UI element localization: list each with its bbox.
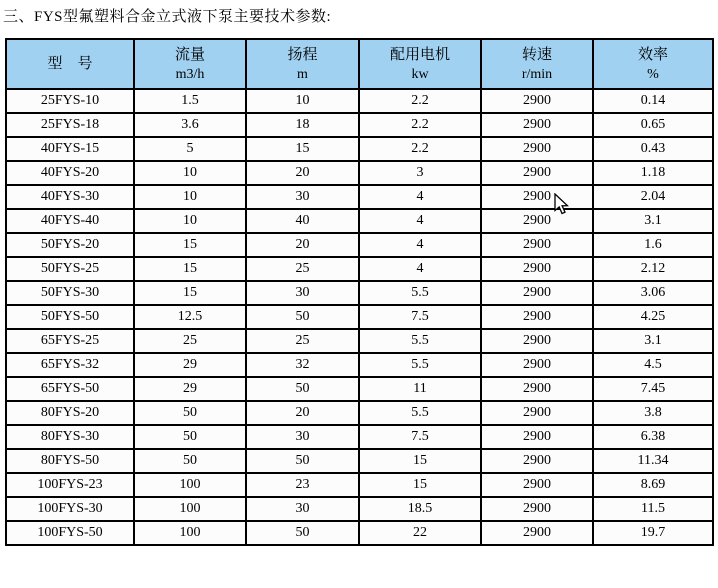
table-cell: 3.8 [593, 401, 713, 425]
table-cell: 2900 [481, 377, 593, 401]
table-cell: 2900 [481, 233, 593, 257]
table-cell: 25 [246, 257, 359, 281]
table-cell: 4.25 [593, 305, 713, 329]
table-cell: 20 [246, 233, 359, 257]
table-cell: 15 [246, 137, 359, 161]
table-cell: 2900 [481, 137, 593, 161]
table-cell: 65FYS-25 [6, 329, 134, 353]
table-cell: 22 [359, 521, 481, 545]
table-cell: 50FYS-25 [6, 257, 134, 281]
table-cell: 2900 [481, 89, 593, 113]
table-cell: 0.14 [593, 89, 713, 113]
header-row [6, 39, 713, 89]
table-row [6, 377, 713, 401]
table-cell: 12.5 [134, 305, 246, 329]
table-cell: 1.6 [593, 233, 713, 257]
header-flow-label: 流量 [174, 47, 205, 63]
table-row [6, 161, 713, 185]
table-cell: 29 [134, 353, 246, 377]
header-efficiency-unit: % [647, 67, 659, 82]
table-cell: 2900 [481, 497, 593, 521]
table-cell: 15 [359, 449, 481, 473]
header-head-label: 扬程 [287, 47, 318, 63]
table-cell: 8.69 [593, 473, 713, 497]
table-cell: 40FYS-40 [6, 209, 134, 233]
table-cell: 4 [359, 257, 481, 281]
page-title: 三、FYS型氟塑料合金立式液下泵主要技术参数: [3, 9, 332, 25]
table-cell: 30 [246, 497, 359, 521]
table-cell: 25 [134, 329, 246, 353]
table-row [6, 113, 713, 137]
table-cell: 20 [246, 401, 359, 425]
header-speed-label: 转速 [521, 47, 552, 63]
table-cell: 23 [246, 473, 359, 497]
table-cell: 5.5 [359, 401, 481, 425]
table-cell: 10 [134, 185, 246, 209]
header-motor-label: 配用电机 [389, 47, 450, 63]
table-body [6, 89, 713, 545]
table-cell: 3.6 [134, 113, 246, 137]
table-cell: 50 [246, 449, 359, 473]
table-cell: 0.65 [593, 113, 713, 137]
table-cell: 30 [246, 425, 359, 449]
parameters-table [5, 38, 714, 546]
table-cell: 19.7 [593, 521, 713, 545]
table-cell: 50FYS-20 [6, 233, 134, 257]
table-cell: 11 [359, 377, 481, 401]
table-row [6, 497, 713, 521]
table-cell: 65FYS-50 [6, 377, 134, 401]
table-cell: 25FYS-10 [6, 89, 134, 113]
table-cell: 1.5 [134, 89, 246, 113]
table-cell: 100 [134, 497, 246, 521]
table-cell: 2900 [481, 161, 593, 185]
table-row [6, 473, 713, 497]
table-cell: 7.5 [359, 425, 481, 449]
table-cell: 1.18 [593, 161, 713, 185]
table-cell: 18 [246, 113, 359, 137]
table-cell: 50 [246, 377, 359, 401]
table-cell: 2900 [481, 401, 593, 425]
table-cell: 50FYS-50 [6, 305, 134, 329]
header-speed [481, 39, 593, 89]
table-cell: 32 [246, 353, 359, 377]
table-row [6, 401, 713, 425]
table-row [6, 257, 713, 281]
table-cell: 10 [246, 89, 359, 113]
table-cell: 2900 [481, 473, 593, 497]
table-row [6, 185, 713, 209]
table-row [6, 305, 713, 329]
header-efficiency [593, 39, 713, 89]
table-cell: 2900 [481, 257, 593, 281]
table-header [6, 39, 713, 89]
table-cell: 2900 [481, 185, 593, 209]
table-row [6, 233, 713, 257]
table-cell: 100 [134, 473, 246, 497]
table-cell: 100FYS-23 [6, 473, 134, 497]
table-cell: 2900 [481, 281, 593, 305]
table-cell: 4 [359, 233, 481, 257]
table-cell: 10 [134, 161, 246, 185]
table-cell: 100FYS-50 [6, 521, 134, 545]
table-row [6, 425, 713, 449]
table-cell: 30 [246, 185, 359, 209]
table-cell: 29 [134, 377, 246, 401]
table-cell: 40FYS-30 [6, 185, 134, 209]
header-efficiency-label: 效率 [637, 47, 668, 63]
table-row [6, 329, 713, 353]
table-cell: 3 [359, 161, 481, 185]
table-row [6, 449, 713, 473]
table-cell: 2900 [481, 353, 593, 377]
table-cell: 4.5 [593, 353, 713, 377]
header-speed-unit: r/min [521, 67, 553, 82]
table-row [6, 209, 713, 233]
table-cell: 2900 [481, 449, 593, 473]
table-cell: 30 [246, 281, 359, 305]
table-cell: 100 [134, 521, 246, 545]
header-model [6, 39, 134, 89]
table-cell: 11.5 [593, 497, 713, 521]
table-cell: 2.2 [359, 89, 481, 113]
table-cell: 50 [134, 401, 246, 425]
table-cell: 80FYS-30 [6, 425, 134, 449]
table-cell: 50 [134, 425, 246, 449]
table-cell: 2900 [481, 113, 593, 137]
table-cell: 11.34 [593, 449, 713, 473]
table-cell: 2900 [481, 425, 593, 449]
table-cell: 25FYS-18 [6, 113, 134, 137]
table-cell: 25 [246, 329, 359, 353]
table-cell: 15 [359, 473, 481, 497]
table-cell: 50 [134, 449, 246, 473]
table-cell: 5.5 [359, 281, 481, 305]
table-cell: 2900 [481, 209, 593, 233]
table-row [6, 137, 713, 161]
table-cell: 2900 [481, 305, 593, 329]
table-cell: 50 [246, 305, 359, 329]
table-cell: 2.2 [359, 113, 481, 137]
table-cell: 2.2 [359, 137, 481, 161]
table-cell: 5 [134, 137, 246, 161]
table-cell: 50 [246, 521, 359, 545]
table-cell: 3.1 [593, 329, 713, 353]
table-cell: 15 [134, 233, 246, 257]
table-cell: 7.5 [359, 305, 481, 329]
table-cell: 2900 [481, 329, 593, 353]
header-head-unit: m [297, 67, 308, 82]
table-cell: 50FYS-30 [6, 281, 134, 305]
table-cell: 2.12 [593, 257, 713, 281]
table-cell: 6.38 [593, 425, 713, 449]
table-cell: 7.45 [593, 377, 713, 401]
table-row [6, 521, 713, 545]
table-cell: 5.5 [359, 353, 481, 377]
table-cell: 0.43 [593, 137, 713, 161]
table-row [6, 353, 713, 377]
table-cell: 4 [359, 209, 481, 233]
table-cell: 3.06 [593, 281, 713, 305]
table-cell: 80FYS-50 [6, 449, 134, 473]
table-cell: 40FYS-20 [6, 161, 134, 185]
table-cell: 65FYS-32 [6, 353, 134, 377]
table-cell: 40FYS-15 [6, 137, 134, 161]
table-cell: 20 [246, 161, 359, 185]
header-flow-unit: m3/h [175, 67, 205, 82]
header-motor [359, 39, 481, 89]
table-cell: 15 [134, 281, 246, 305]
table-cell: 40 [246, 209, 359, 233]
table-cell: 100FYS-30 [6, 497, 134, 521]
header-head [246, 39, 359, 89]
table-cell: 5.5 [359, 329, 481, 353]
table-cell: 4 [359, 185, 481, 209]
table-cell: 3.1 [593, 209, 713, 233]
table-row [6, 89, 713, 113]
table-cell: 2.04 [593, 185, 713, 209]
table-cell: 15 [134, 257, 246, 281]
table-cell: 80FYS-20 [6, 401, 134, 425]
header-motor-unit: kw [411, 67, 429, 82]
header-model-label: 型 号 [47, 56, 93, 72]
table-cell: 2900 [481, 521, 593, 545]
table-row [6, 281, 713, 305]
table-cell: 18.5 [359, 497, 481, 521]
table-cell: 10 [134, 209, 246, 233]
header-flow [134, 39, 246, 89]
